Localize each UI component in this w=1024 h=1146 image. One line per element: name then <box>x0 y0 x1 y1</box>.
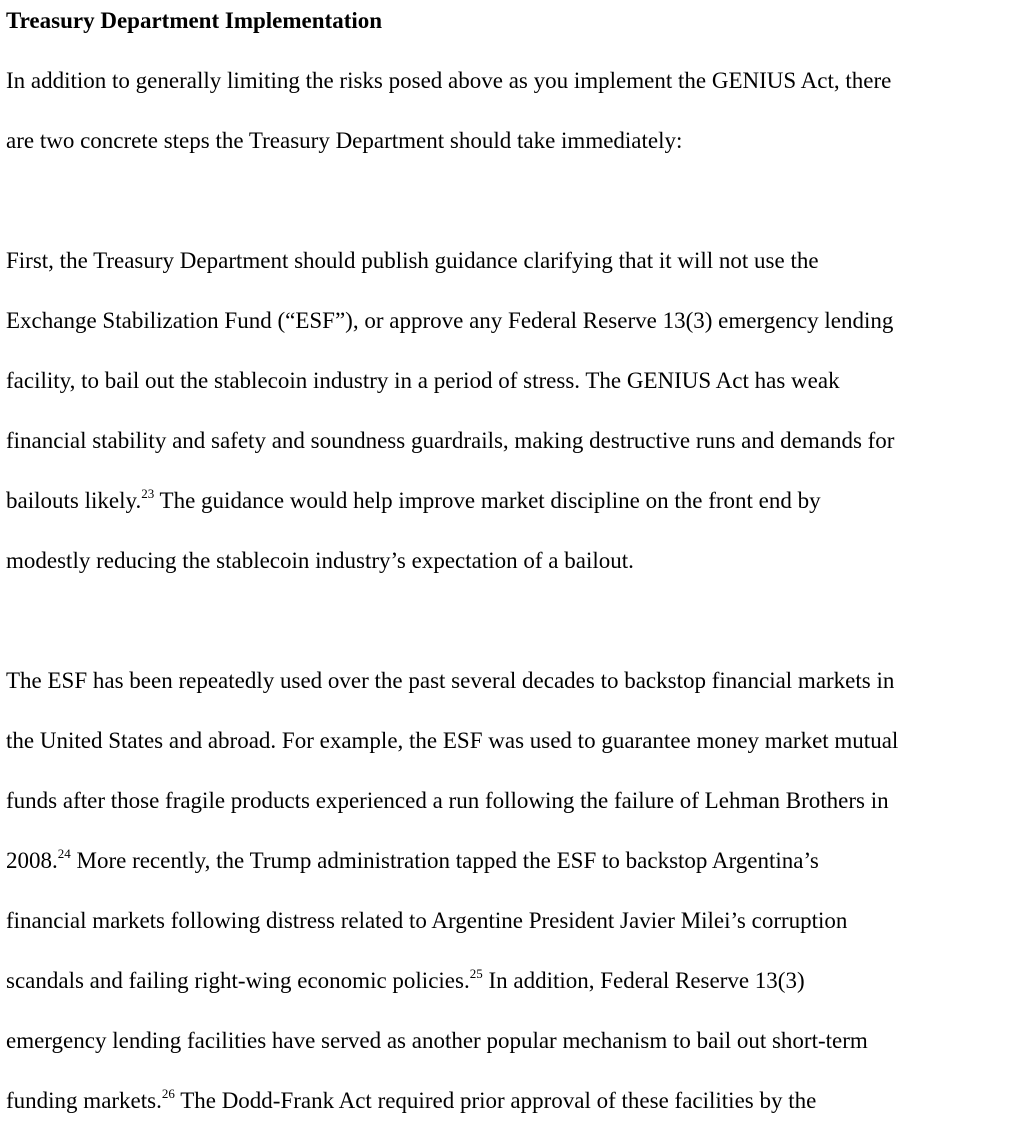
line-text: the United States and abroad. For example, the ESF was used to guarantee money market mutual <box>6 728 899 753</box>
line-text: bailouts likely. <box>6 488 142 513</box>
line-text: In addition to generally limiting the risks posed above as you implement the GENIUS Act, there <box>6 68 892 93</box>
paragraph-line <box>6 246 1024 276</box>
footnote-ref-25[interactable]: 25 <box>469 966 483 982</box>
paragraph-line <box>6 66 1024 96</box>
paragraph-esf-history <box>6 636 1024 1146</box>
paragraph-line <box>6 906 1024 936</box>
line-text: The ESF has been repeatedly used over the past several decades to backstop financial markets in <box>6 668 895 693</box>
paragraph-intro <box>6 36 1024 186</box>
line-text: financial markets following distress related to Argentine President Javier Milei’s corruption <box>6 908 848 933</box>
line-text: funds after those fragile products experienced a run following the failure of Lehman Brothers in <box>6 788 889 813</box>
line-text: 2008. <box>6 848 58 873</box>
line-text: emergency lending facilities have served as another popular mechanism to bail out short-term <box>6 1028 868 1053</box>
line-text: facility, to bail out the stablecoin industry in a period of stress. The GENIUS Act has weak <box>6 368 840 393</box>
paragraph-line <box>6 666 1024 696</box>
line-text: financial stability and safety and soundness guardrails, making destructive runs and demands for <box>6 428 895 453</box>
paragraph-line <box>6 1086 1024 1116</box>
footnote-ref-23[interactable]: 23 <box>141 486 155 502</box>
paragraph-line <box>6 426 1024 456</box>
paragraph-line <box>6 306 1024 336</box>
footnote-ref-26[interactable]: 26 <box>161 1086 175 1102</box>
paragraph-line <box>6 366 1024 396</box>
footnote-ref-24[interactable]: 24 <box>57 846 71 862</box>
paragraph-line <box>6 726 1024 756</box>
paragraph-line <box>6 846 1024 876</box>
line-text: scandals and failing right-wing economic policies. <box>6 968 470 993</box>
paragraph-first-step <box>6 216 1024 606</box>
paragraph-line <box>6 966 1024 996</box>
line-text: modestly reducing the stablecoin industry’s expectation of a bailout. <box>6 548 634 573</box>
line-text: The Dodd-Frank Act required prior approval of these facilities by the <box>174 1088 817 1113</box>
line-text: In addition, Federal Reserve 13(3) <box>482 968 805 993</box>
paragraph-line <box>6 486 1024 516</box>
line-text: funding markets. <box>6 1088 162 1113</box>
line-text: The guidance would help improve market discipline on the front end by <box>154 488 821 513</box>
paragraph-line <box>6 126 1024 156</box>
line-text: First, the Treasury Department should publish guidance clarifying that it will not use the <box>6 248 819 273</box>
line-text: Exchange Stabilization Fund (“ESF”), or approve any Federal Reserve 13(3) emergency lending <box>6 308 894 333</box>
paragraph-line <box>6 1026 1024 1056</box>
line-text: More recently, the Trump administration tapped the ESF to backstop Argentina’s <box>70 848 819 873</box>
line-text: are two concrete steps the Treasury Department should take immediately: <box>6 128 683 153</box>
paragraph-line <box>6 546 1024 576</box>
paragraph-gap <box>6 606 1024 636</box>
paragraph-gap <box>6 186 1024 216</box>
section-heading: Treasury Department Implementation <box>6 8 383 33</box>
paragraph-line <box>6 786 1024 816</box>
